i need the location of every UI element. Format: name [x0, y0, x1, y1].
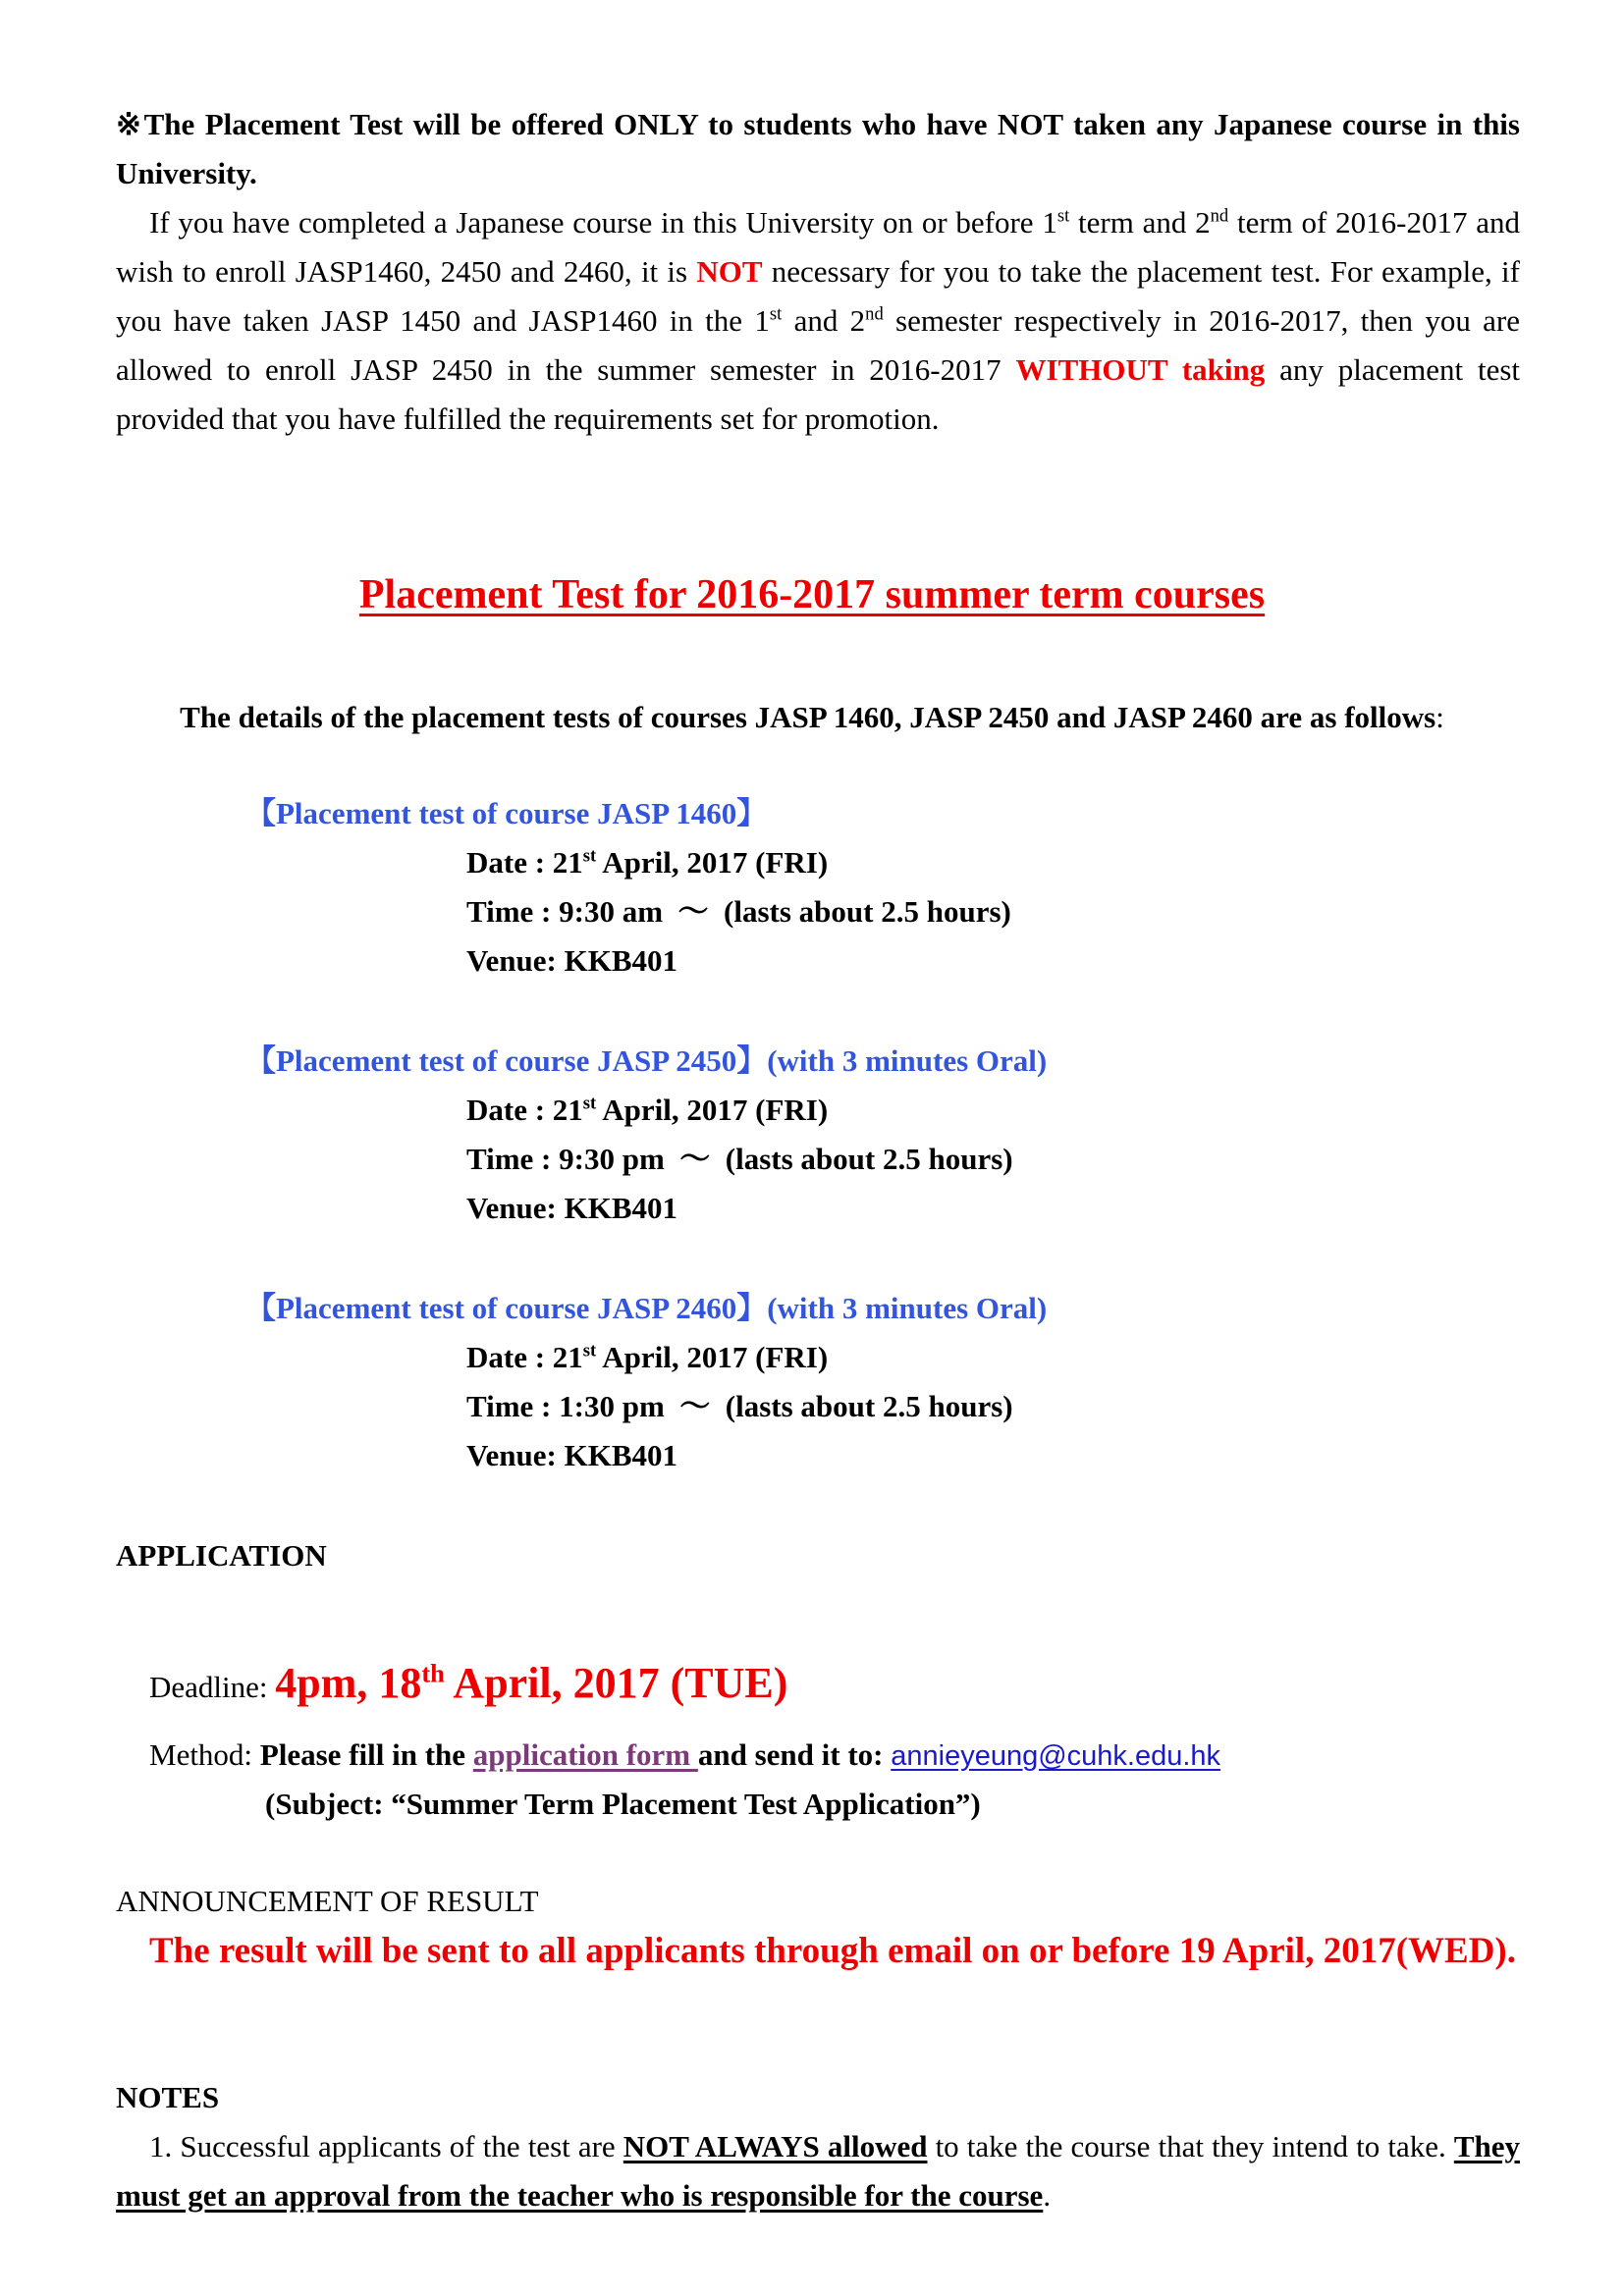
- test-heading: 【Placement test of course JASP 1460】: [245, 796, 768, 830]
- test-block-jasp-2450: [245, 1037, 1424, 1233]
- test-date: Date : 21st April, 2017 (FRI): [466, 1340, 829, 1374]
- note-item-1: 1. Successful applicants of the test are NOT ALWAYS allowed to take the course that they intend to take. They must get an approval from the teacher who is responsible for the course.: [116, 2129, 1520, 2213]
- test-time: Time : 9:30 pm ～ (lasts about 2.5 hours): [466, 1142, 1013, 1176]
- test-heading: 【Placement test of course JASP 2450】(with 3 minutes Oral): [245, 1043, 1048, 1078]
- details-intro: The details of the placement tests of courses JASP 1460, JASP 2450 and JASP 2460 are as follows:: [180, 700, 1444, 734]
- note-emphasis-approval: They must get an approval from the teacher who is responsible for the course: [116, 2129, 1520, 2213]
- application-form-link[interactable]: application form: [472, 1737, 698, 1772]
- announcement-label: ANNOUNCEMENT OF RESULT: [116, 1884, 539, 1918]
- deadline-row: Deadline: 4pm, 18th April, 2017 (TUE): [149, 1658, 788, 1707]
- test-block-jasp-2460: [245, 1284, 1424, 1480]
- test-venue: Venue: KKB401: [466, 1438, 678, 1472]
- emphasis-not: NOT: [696, 254, 763, 289]
- test-heading: 【Placement test of course JASP 2460】(with 3 minutes Oral): [245, 1291, 1048, 1325]
- emphasis-without-taking: WITHOUT taking: [1015, 352, 1266, 387]
- intro-warning: ※The Placement Test will be offered ONLY to students who have NOT taken any Japanese course in this University.: [116, 107, 1520, 190]
- method-row: Method: Please fill in the application form and send it to: annieyeung@cuhk.edu.hk: [149, 1737, 1221, 1772]
- section-title: Placement Test for 2016-2017 summer term courses: [358, 572, 1266, 617]
- test-block-jasp-1460: [245, 789, 1424, 986]
- test-venue: Venue: KKB401: [466, 943, 678, 978]
- announcement-text: The result will be sent to all applicants through email on or before 19 April, 2017(WED).: [149, 1931, 1516, 1971]
- test-venue: Venue: KKB401: [466, 1191, 678, 1225]
- test-date: Date : 21st April, 2017 (FRI): [466, 845, 829, 880]
- intro-paragraph: If you have completed a Japanese course in this University on or before 1st term and 2nd term of 2016-2017 and wish to enroll JASP1460, 2450 and 2460, it is NOT necessary for you to take the placement test. For example, if you have taken JASP 1450 and JASP1460 in the 1st and 2nd semester respectively in 2016-2017, then you are allowed to enroll JASP 2450 in the summer semester in 2016-2017 WITHOUT taking any placement test provided that you have fulfilled the requirements set for promotion.: [116, 205, 1520, 436]
- notes-label: NOTES: [116, 2080, 220, 2114]
- note-emphasis-not-always: NOT ALWAYS allowed: [623, 2129, 928, 2163]
- application-label: APPLICATION: [116, 1538, 327, 1573]
- test-time: Time : 1:30 pm ～ (lasts about 2.5 hours): [466, 1389, 1013, 1423]
- email-link[interactable]: annieyeung@cuhk.edu.hk: [891, 1740, 1221, 1772]
- test-time: Time : 9:30 am ～ (lasts about 2.5 hours): [466, 894, 1011, 929]
- email-subject-note: (Subject: “Summer Term Placement Test Application”): [265, 1787, 981, 1821]
- test-date: Date : 21st April, 2017 (FRI): [466, 1093, 829, 1127]
- deadline-value: 4pm, 18th April, 2017 (TUE): [275, 1658, 788, 1707]
